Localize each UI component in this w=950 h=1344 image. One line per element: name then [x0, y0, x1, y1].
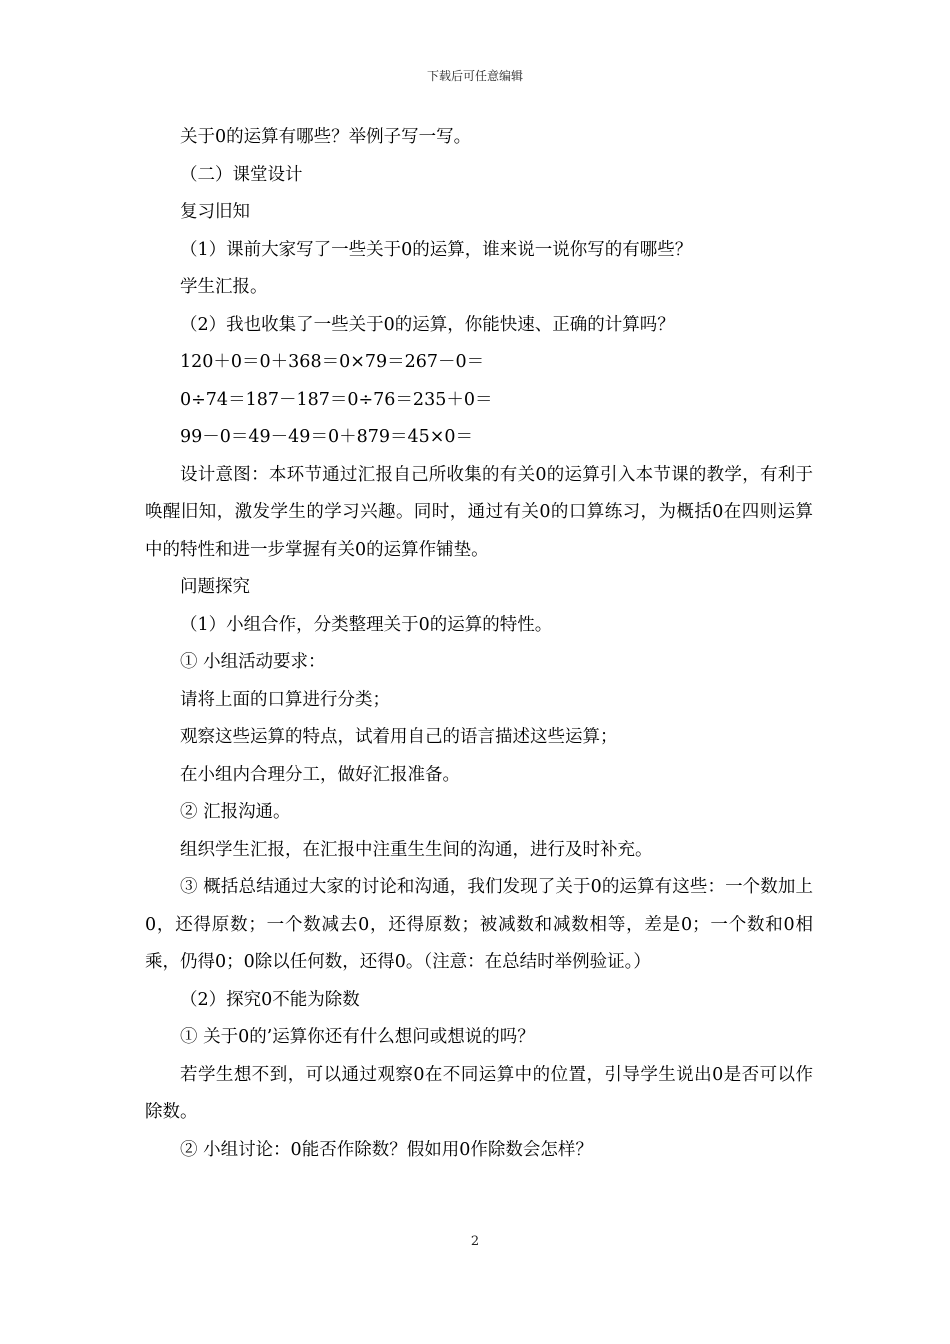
design-intent-paragraph: 设计意图：本环节通过汇报自己所收集的有关0的运算引入本节课的教学，有利于唤醒旧知，激发学生的学习兴趣。同时，通过有关0的口算练习，为概括0在四则运算中的特性和进一步掌握有关0的运算作铺垫。: [145, 464, 813, 560]
section-heading: （二）课堂设计: [180, 164, 303, 185]
paragraph: （1）课前大家写了一些关于0的运算，谁来说一说你写的有哪些？: [180, 239, 693, 260]
paragraph: 关于0的运算有哪些？举例子写一写。: [180, 127, 472, 147]
paragraph: （2）我也收集了一些关于0的运算，你能快速、正确的计算吗？: [180, 314, 675, 335]
paragraph: ② 小组讨论：0能否作除数？假如用0作除数会怎样？: [180, 1139, 593, 1160]
paragraph: 请将上面的口算进行分类；: [180, 689, 390, 710]
exercise-line: 0÷74＝187－187＝0÷76＝235＋0＝: [180, 389, 493, 410]
paragraph: 学生汇报。: [180, 277, 268, 297]
summary-paragraph: ③ 概括总结通过大家的讨论和沟通，我们发现了关于0的运算有这些：一个数加上0，还得原数；一个数减去0，还得原数；被减数和减数相等，差是0；一个数和0相乘，仍得0；0除以任何数，还得0。（注意：在总结时举例验证。）: [145, 877, 813, 972]
paragraph: ① 小组活动要求：: [180, 652, 326, 672]
subsection-heading: 问题探究: [180, 577, 250, 597]
paragraph: 在小组内合理分工，做好汇报准备。: [180, 764, 460, 785]
paragraph: 若学生想不到，可以通过观察0在不同运算中的位置，引导学生说出0是否可以作除数。: [145, 1064, 813, 1122]
document-body: [145, 119, 813, 1169]
paragraph: ② 汇报沟通。: [180, 802, 291, 822]
exercise-line: 120＋0＝0＋368＝0×79＝267－0＝: [180, 352, 485, 372]
page-number: 2: [470, 1234, 480, 1249]
paragraph: ① 关于0的’运算你还有什么想问或想说的吗？: [180, 1027, 535, 1047]
exercise-line: 99－0＝49－49＝0＋879＝45×0＝: [180, 427, 474, 447]
paragraph: 观察这些运算的特点，试着用自己的语言描述这些运算；: [180, 727, 618, 747]
page-header: 下载后可任意编辑: [426, 69, 523, 83]
paragraph: （2）探究0不能为除数: [180, 989, 360, 1010]
paragraph: （1）小组合作，分类整理关于0的运算的特性。: [180, 614, 553, 635]
subsection-heading: 复习旧知: [180, 202, 250, 222]
paragraph: 组织学生汇报，在汇报中注重生生间的沟通，进行及时补充。: [180, 839, 653, 860]
